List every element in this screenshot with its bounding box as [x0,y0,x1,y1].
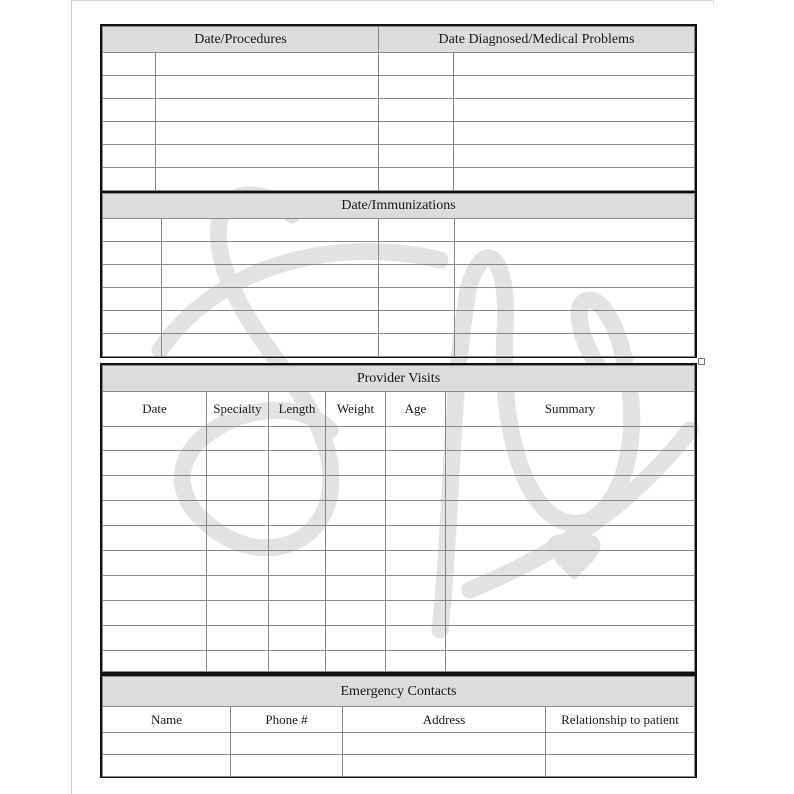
contact-relationship-cell[interactable] [546,755,695,777]
visit-summary-cell[interactable] [446,476,695,501]
column-header-length: Length [269,392,326,427]
medical-problems-header: Date Diagnosed/Medical Problems [379,27,695,53]
visit-length-cell[interactable] [269,501,326,526]
visit-age-cell[interactable] [386,476,446,501]
visit-length-cell[interactable] [269,551,326,576]
visit-specialty-cell[interactable] [207,651,269,672]
visit-age-cell[interactable] [386,551,446,576]
column-header-address: Address [343,707,546,733]
contact-phone-cell[interactable] [231,733,343,755]
immunization-date-cell[interactable] [379,288,455,311]
procedure-date-cell[interactable] [103,53,156,76]
visit-length-cell[interactable] [269,601,326,626]
immunizations-section [100,191,697,358]
diagnosed-date-cell[interactable] [379,99,454,122]
visit-summary-cell[interactable] [446,601,695,626]
immunization-cell[interactable] [162,288,379,311]
immunization-cell[interactable] [162,242,379,265]
diagnosed-date-cell[interactable] [379,122,454,145]
procedures-header: Date/Procedures [103,27,379,53]
visit-age-cell[interactable] [386,576,446,601]
provider-visits-table [102,365,695,672]
visit-length-cell[interactable] [269,576,326,601]
immunization-date-cell[interactable] [103,219,162,242]
diagnosed-date-cell[interactable] [379,53,454,76]
visit-summary-cell[interactable] [446,526,695,551]
contact-address-cell[interactable] [343,733,546,755]
visit-specialty-cell[interactable] [207,427,269,451]
procedures-problems-section [100,24,697,192]
column-header-name: Name [103,707,231,733]
visit-specialty-cell[interactable] [207,626,269,651]
visit-length-cell[interactable] [269,651,326,672]
column-header-specialty: Specialty [207,392,269,427]
visit-date-cell[interactable] [103,626,207,651]
visit-weight-cell[interactable] [326,551,386,576]
immunization-date-cell[interactable] [103,265,162,288]
immunization-date-cell[interactable] [379,311,455,334]
medical-problem-cell[interactable] [454,99,695,122]
diagnosed-date-cell[interactable] [379,145,454,168]
visit-weight-cell[interactable] [326,451,386,476]
immunization-cell[interactable] [455,288,695,311]
visit-length-cell[interactable] [269,526,326,551]
immunization-date-cell[interactable] [379,265,455,288]
procedure-date-cell[interactable] [103,168,156,191]
immunization-cell[interactable] [162,311,379,334]
procedure-cell[interactable] [156,76,379,99]
visit-weight-cell[interactable] [326,626,386,651]
visit-specialty-cell[interactable] [207,551,269,576]
visit-length-cell[interactable] [269,626,326,651]
visit-weight-cell[interactable] [326,526,386,551]
visit-date-cell[interactable] [103,451,207,476]
immunization-cell[interactable] [455,334,695,357]
visit-summary-cell[interactable] [446,501,695,526]
procedure-cell[interactable] [156,53,379,76]
visit-summary-cell[interactable] [446,427,695,451]
procedures-problems-table [102,26,695,191]
emergency-contacts-table [102,676,695,777]
visit-summary-cell[interactable] [446,626,695,651]
visit-specialty-cell[interactable] [207,451,269,476]
visit-age-cell[interactable] [386,626,446,651]
visit-summary-cell[interactable] [446,451,695,476]
visit-age-cell[interactable] [386,526,446,551]
provider-visits-section [100,363,697,674]
visit-age-cell[interactable] [386,451,446,476]
immunization-date-cell[interactable] [103,311,162,334]
column-header-weight: Weight [326,392,386,427]
column-header-age: Age [386,392,446,427]
immunization-cell[interactable] [455,219,695,242]
immunization-cell[interactable] [162,265,379,288]
immunization-date-cell[interactable] [103,242,162,265]
emergency-contacts-section [100,674,697,778]
visit-specialty-cell[interactable] [207,601,269,626]
page-edge [71,0,72,794]
visit-specialty-cell[interactable] [207,576,269,601]
contact-name-cell[interactable] [103,733,231,755]
visit-date-cell[interactable] [103,551,207,576]
visit-summary-cell[interactable] [446,576,695,601]
immunization-date-cell[interactable] [103,288,162,311]
procedure-date-cell[interactable] [103,76,156,99]
medical-problem-cell[interactable] [454,76,695,99]
column-header-relationship: Relationship to patient [546,707,695,733]
medical-problem-cell[interactable] [454,145,695,168]
procedure-cell[interactable] [156,168,379,191]
visit-age-cell[interactable] [386,651,446,672]
medical-problem-cell[interactable] [454,168,695,191]
immunization-date-cell[interactable] [379,219,455,242]
visit-date-cell[interactable] [103,601,207,626]
immunization-date-cell[interactable] [103,334,162,357]
column-header-date: Date [103,392,207,427]
procedure-date-cell[interactable] [103,145,156,168]
visit-date-cell[interactable] [103,651,207,672]
contact-address-cell[interactable] [343,755,546,777]
medical-problem-cell[interactable] [454,53,695,76]
visit-summary-cell[interactable] [446,551,695,576]
immunizations-table [102,193,695,357]
visit-date-cell[interactable] [103,526,207,551]
visit-specialty-cell[interactable] [207,501,269,526]
visit-weight-cell[interactable] [326,576,386,601]
contact-relationship-cell[interactable] [546,733,695,755]
visit-date-cell[interactable] [103,427,207,451]
visit-date-cell[interactable] [103,476,207,501]
visit-date-cell[interactable] [103,501,207,526]
visit-length-cell[interactable] [269,427,326,451]
resize-handle[interactable] [698,358,705,365]
visit-summary-cell[interactable] [446,651,695,672]
page-edge-right [713,0,714,4]
visit-weight-cell[interactable] [326,501,386,526]
immunization-date-cell[interactable] [379,242,455,265]
procedure-date-cell[interactable] [103,122,156,145]
procedure-date-cell[interactable] [103,99,156,122]
visit-weight-cell[interactable] [326,476,386,501]
visit-length-cell[interactable] [269,476,326,501]
visit-weight-cell[interactable] [326,601,386,626]
immunizations-header: Date/Immunizations [103,194,695,219]
procedure-cell[interactable] [156,145,379,168]
visit-date-cell[interactable] [103,576,207,601]
visit-age-cell[interactable] [386,601,446,626]
diagnosed-date-cell[interactable] [379,168,454,191]
provider-visits-header: Provider Visits [103,366,695,392]
immunization-cell[interactable] [162,219,379,242]
procedure-cell[interactable] [156,122,379,145]
procedure-cell[interactable] [156,99,379,122]
immunization-cell[interactable] [162,334,379,357]
emergency-contacts-header: Emergency Contacts [103,677,695,707]
immunization-cell[interactable] [455,265,695,288]
visit-weight-cell[interactable] [326,427,386,451]
contact-name-cell[interactable] [103,755,231,777]
immunization-date-cell[interactable] [379,334,455,357]
visit-length-cell[interactable] [269,451,326,476]
page-edge-top [71,0,714,1]
visit-specialty-cell[interactable] [207,526,269,551]
diagnosed-date-cell[interactable] [379,76,454,99]
visit-age-cell[interactable] [386,427,446,451]
immunization-cell[interactable] [455,311,695,334]
visit-age-cell[interactable] [386,501,446,526]
visit-weight-cell[interactable] [326,651,386,672]
column-header-phone: Phone # [231,707,343,733]
medical-problem-cell[interactable] [454,122,695,145]
visit-specialty-cell[interactable] [207,476,269,501]
column-header-summary: Summary [446,392,695,427]
contact-phone-cell[interactable] [231,755,343,777]
immunization-cell[interactable] [455,242,695,265]
